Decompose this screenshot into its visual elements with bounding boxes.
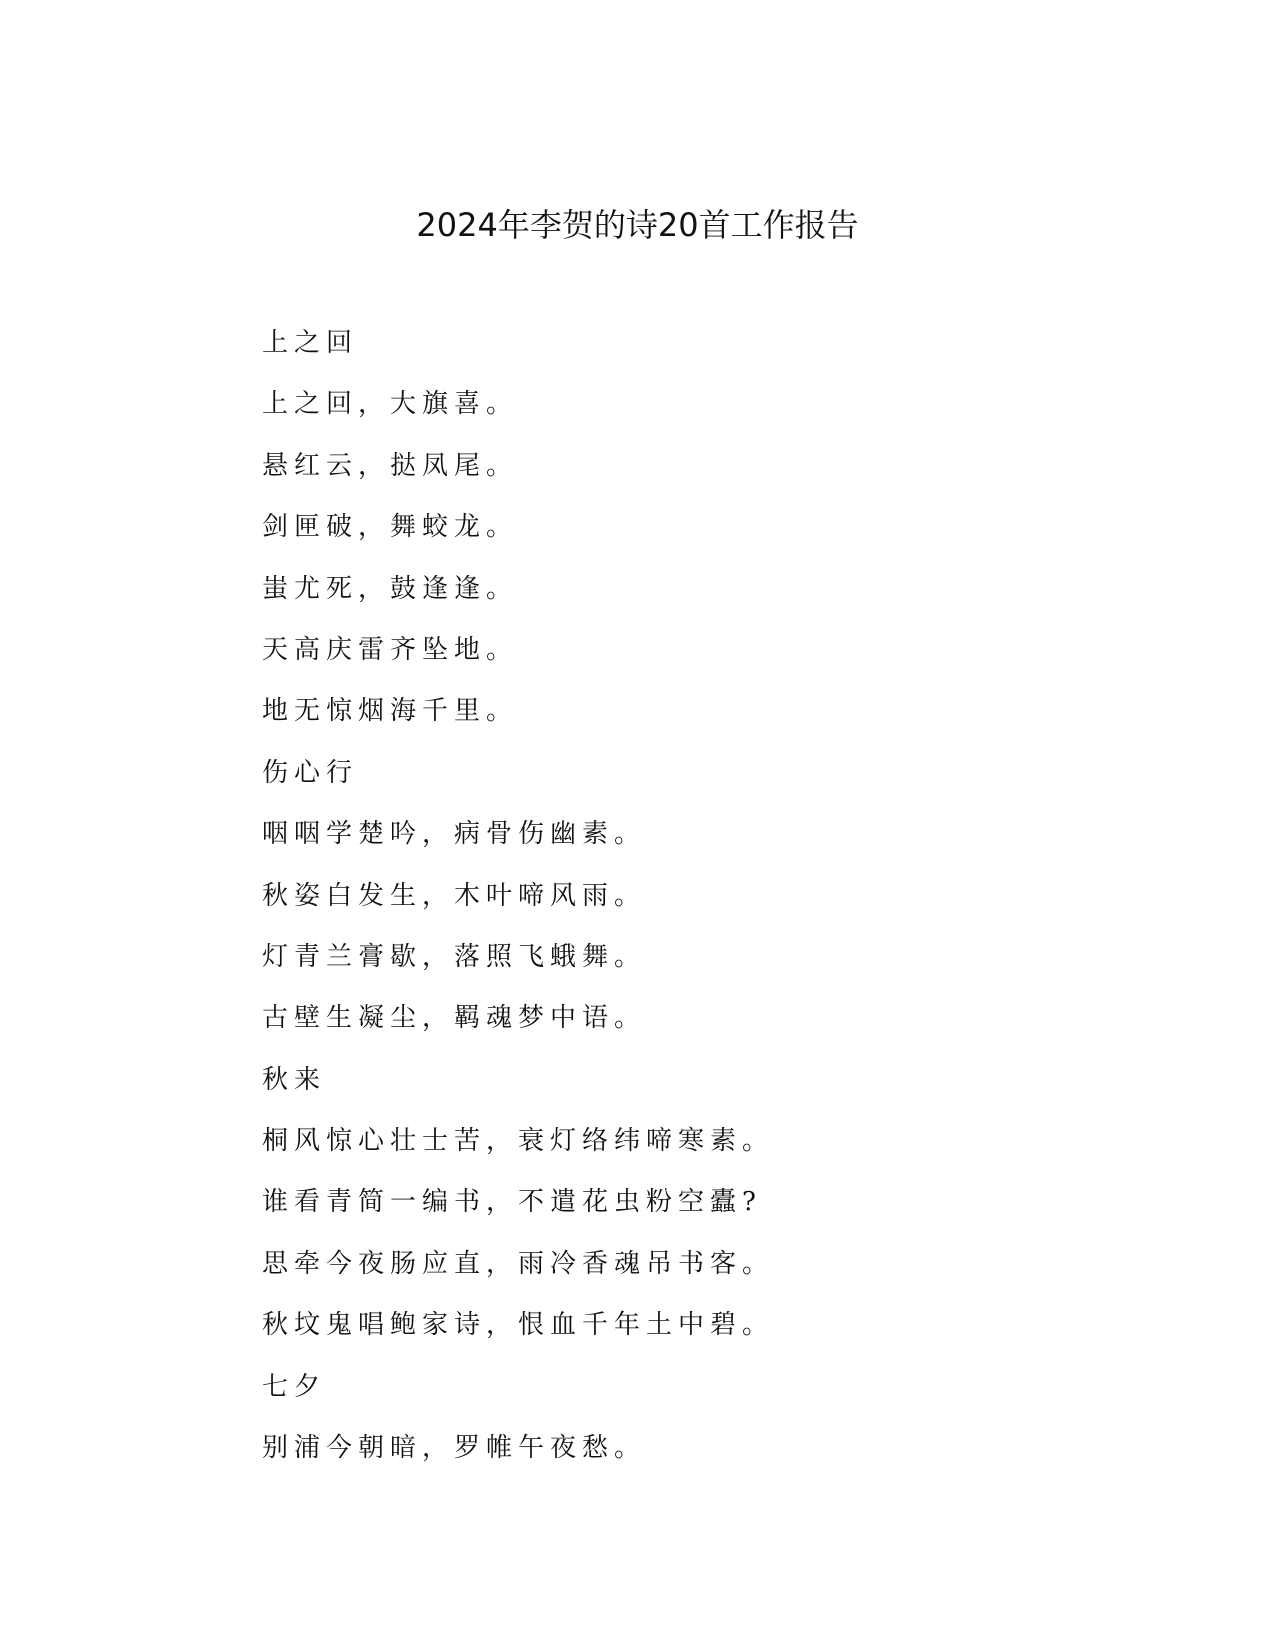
poem-line: 悬红云，挞凤尾。	[262, 450, 519, 481]
poem-line: 蚩尤死，鼓逢逢。	[262, 573, 519, 604]
poem-line: 别浦今朝暗，罗帷午夜愁。	[262, 1433, 647, 1464]
poem-line: 咽咽学楚吟，病骨伤幽素。	[262, 819, 647, 850]
poem-line: 思牵今夜肠应直，雨冷香魂吊书客。	[262, 1248, 775, 1279]
poem-title: 秋来	[262, 1064, 327, 1095]
poem-title: 上之回	[262, 328, 359, 358]
poem-line: 地无惊烟海千里。	[262, 696, 519, 727]
poem-line: 桐风惊心壮士苦，衰灯络纬啼寒素。	[262, 1126, 775, 1157]
poem-line: 古壁生凝尘，羁魂梦中语。	[262, 1003, 647, 1034]
poem-line: 秋姿白发生，木叶啼风雨。	[262, 880, 647, 911]
poem-line: 谁看青简一编书，不遣花虫粉空蠹?	[262, 1187, 762, 1218]
document-title: 2024年李贺的诗20首工作报告	[416, 206, 859, 244]
poem-line: 上之回，大旗喜。	[262, 389, 519, 420]
poem-title: 伤心行	[262, 757, 359, 788]
poem-line: 天高庆雷齐坠地。	[262, 634, 519, 665]
poem-line: 剑匣破，舞蛟龙。	[262, 512, 519, 543]
poem-body	[262, 325, 1062, 1491]
poem-title: 七夕	[262, 1371, 327, 1402]
poem-line: 灯青兰膏歇，落照飞蛾舞。	[262, 941, 647, 972]
poem-line: 秋坟鬼唱鲍家诗，恨血千年土中碧。	[262, 1310, 775, 1341]
